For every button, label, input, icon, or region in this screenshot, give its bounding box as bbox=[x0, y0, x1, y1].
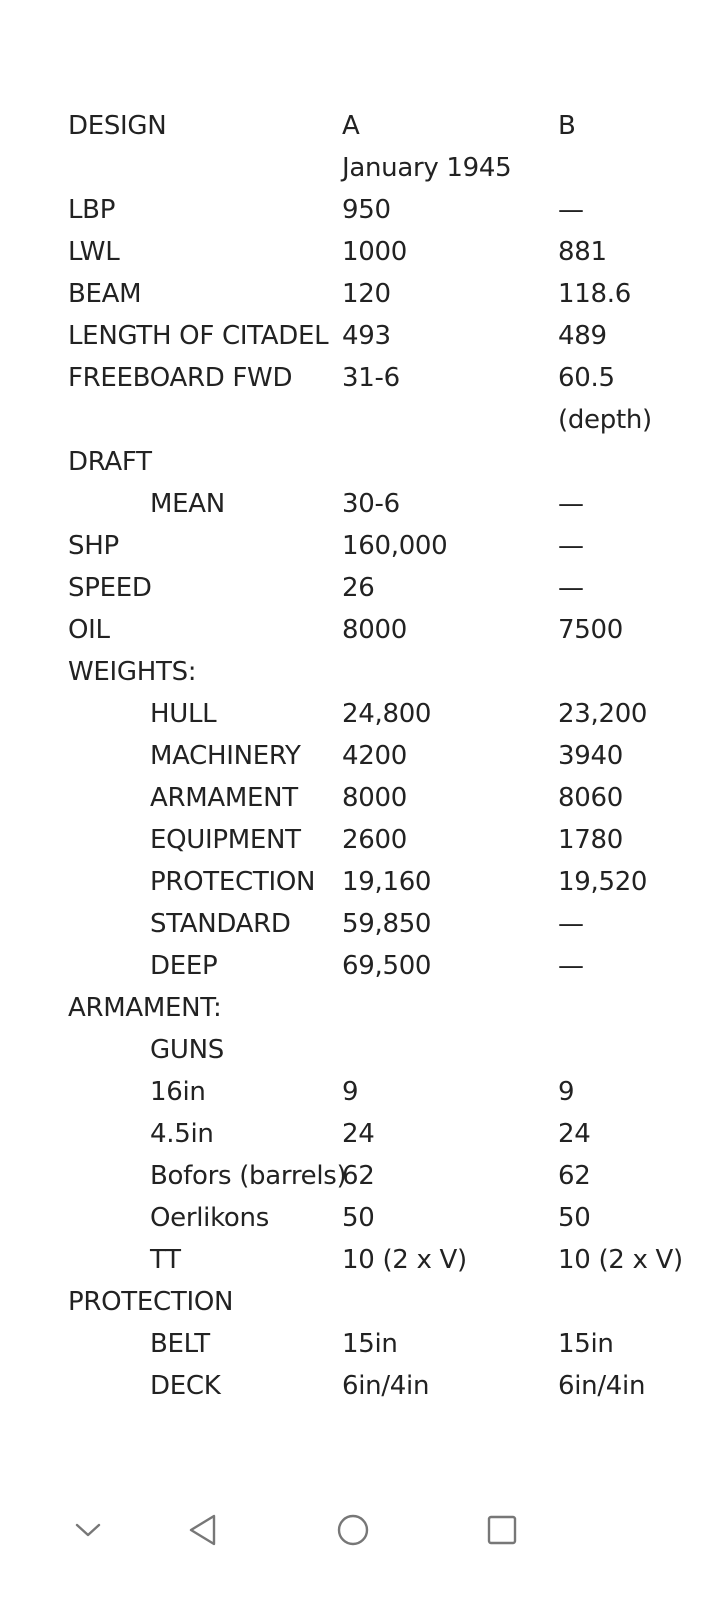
table-row bbox=[68, 357, 708, 399]
table-row bbox=[68, 903, 708, 945]
table-row bbox=[68, 189, 708, 231]
design-a-value: 1000 bbox=[342, 237, 407, 267]
table-row bbox=[68, 441, 708, 483]
navigation-bar bbox=[0, 1500, 720, 1560]
design-a-value: 15in bbox=[342, 1329, 398, 1359]
table-row bbox=[68, 861, 708, 903]
design-b-value: 15in bbox=[558, 1329, 614, 1359]
design-b-value: — bbox=[558, 951, 584, 981]
recents-button[interactable] bbox=[482, 1510, 522, 1550]
hide-navbar-button[interactable] bbox=[68, 1510, 108, 1550]
row-label: DEEP bbox=[150, 951, 218, 981]
design-a-value: 950 bbox=[342, 195, 391, 225]
table-row bbox=[68, 777, 708, 819]
recents-square-icon bbox=[485, 1513, 519, 1547]
design-a-value: 160,000 bbox=[342, 531, 448, 561]
row-label: SPEED bbox=[68, 573, 152, 603]
row-label: WEIGHTS: bbox=[68, 657, 197, 687]
design-a-value: A bbox=[342, 111, 360, 141]
table-row bbox=[68, 483, 708, 525]
design-b-value: 50 bbox=[558, 1203, 591, 1233]
table-row bbox=[68, 147, 708, 189]
row-label: LBP bbox=[68, 195, 116, 225]
design-b-value: — bbox=[558, 909, 584, 939]
design-b-value: 9 bbox=[558, 1077, 575, 1107]
home-circle-icon bbox=[335, 1512, 371, 1548]
table-row bbox=[68, 987, 708, 1029]
row-label: PROTECTION bbox=[68, 1287, 234, 1317]
row-label: BEAM bbox=[68, 279, 142, 309]
design-b-value: 23,200 bbox=[558, 699, 648, 729]
spec-table bbox=[68, 105, 708, 1407]
back-button[interactable] bbox=[182, 1510, 222, 1550]
design-a-value: 4200 bbox=[342, 741, 407, 771]
row-label: PROTECTION bbox=[150, 867, 316, 897]
design-b-value: — bbox=[558, 489, 584, 519]
row-label: DESIGN bbox=[68, 111, 167, 141]
row-label: FREEBOARD FWD bbox=[68, 363, 293, 393]
row-label: Bofors (barrels) bbox=[150, 1161, 347, 1191]
table-row bbox=[68, 1239, 708, 1281]
design-b-value: 489 bbox=[558, 321, 607, 351]
table-row bbox=[68, 1323, 708, 1365]
row-label: OIL bbox=[68, 615, 110, 645]
table-row bbox=[68, 1365, 708, 1407]
row-label: DECK bbox=[150, 1371, 221, 1401]
table-row bbox=[68, 273, 708, 315]
design-a-value: 69,500 bbox=[342, 951, 432, 981]
row-label: DRAFT bbox=[68, 447, 152, 477]
table-row bbox=[68, 525, 708, 567]
table-row bbox=[68, 1113, 708, 1155]
row-label: 4.5in bbox=[150, 1119, 214, 1149]
design-b-value: 3940 bbox=[558, 741, 623, 771]
row-label: 16in bbox=[150, 1077, 206, 1107]
row-label: HULL bbox=[150, 699, 217, 729]
design-a-value: 8000 bbox=[342, 783, 407, 813]
design-b-value: 62 bbox=[558, 1161, 591, 1191]
table-row bbox=[68, 1029, 708, 1071]
design-a-value: 31-6 bbox=[342, 363, 400, 393]
row-label: LWL bbox=[68, 237, 120, 267]
table-row bbox=[68, 1281, 708, 1323]
row-label: EQUIPMENT bbox=[150, 825, 301, 855]
row-label: SHP bbox=[68, 531, 119, 561]
design-b-value: 10 (2 x V) bbox=[558, 1245, 683, 1275]
design-a-value: 62 bbox=[342, 1161, 375, 1191]
row-label: BELT bbox=[150, 1329, 210, 1359]
design-a-value: 120 bbox=[342, 279, 391, 309]
back-triangle-icon bbox=[186, 1513, 218, 1547]
row-label: GUNS bbox=[150, 1035, 224, 1065]
chevron-down-icon bbox=[73, 1520, 103, 1540]
design-b-value: 118.6 bbox=[558, 279, 631, 309]
design-b-value: — bbox=[558, 531, 584, 561]
row-label: MEAN bbox=[150, 489, 225, 519]
design-b-value: 6in/4in bbox=[558, 1371, 646, 1401]
design-a-value: 9 bbox=[342, 1077, 359, 1107]
table-row bbox=[68, 399, 708, 441]
design-a-value: 26 bbox=[342, 573, 375, 603]
table-row bbox=[68, 105, 708, 147]
design-a-value: 59,850 bbox=[342, 909, 432, 939]
table-row bbox=[68, 609, 708, 651]
table-row bbox=[68, 651, 708, 693]
design-a-value: 30-6 bbox=[342, 489, 400, 519]
table-row bbox=[68, 735, 708, 777]
table-row bbox=[68, 1071, 708, 1113]
row-label: ARMAMENT: bbox=[68, 993, 222, 1023]
design-a-value: January 1945 bbox=[342, 153, 512, 183]
design-b-value: 7500 bbox=[558, 615, 623, 645]
table-row bbox=[68, 231, 708, 273]
design-b-value: 8060 bbox=[558, 783, 623, 813]
design-b-value: 1780 bbox=[558, 825, 623, 855]
row-label: Oerlikons bbox=[150, 1203, 269, 1233]
home-button[interactable] bbox=[333, 1510, 373, 1550]
design-b-value: 19,520 bbox=[558, 867, 648, 897]
design-a-value: 24 bbox=[342, 1119, 375, 1149]
table-row bbox=[68, 693, 708, 735]
design-b-value: — bbox=[558, 195, 584, 225]
design-a-value: 10 (2 x V) bbox=[342, 1245, 467, 1275]
row-label: TT bbox=[150, 1245, 181, 1275]
design-b-value: — bbox=[558, 573, 584, 603]
row-label: ARMAMENT bbox=[150, 783, 298, 813]
design-a-value: 2600 bbox=[342, 825, 407, 855]
design-b-value: 24 bbox=[558, 1119, 591, 1149]
row-label: MACHINERY bbox=[150, 741, 301, 771]
design-a-value: 6in/4in bbox=[342, 1371, 430, 1401]
table-row bbox=[68, 819, 708, 861]
table-row bbox=[68, 1155, 708, 1197]
design-b-value: 60.5 bbox=[558, 363, 615, 393]
table-row bbox=[68, 945, 708, 987]
design-b-value: (depth) bbox=[558, 405, 652, 435]
table-row bbox=[68, 567, 708, 609]
design-a-value: 19,160 bbox=[342, 867, 432, 897]
design-a-value: 50 bbox=[342, 1203, 375, 1233]
design-a-value: 493 bbox=[342, 321, 391, 351]
table-row bbox=[68, 315, 708, 357]
row-label: STANDARD bbox=[150, 909, 291, 939]
design-a-value: 8000 bbox=[342, 615, 407, 645]
design-a-value: 24,800 bbox=[342, 699, 432, 729]
design-b-value: 881 bbox=[558, 237, 607, 267]
row-label: LENGTH OF CITADEL bbox=[68, 321, 329, 351]
design-b-value: B bbox=[558, 111, 576, 141]
table-row bbox=[68, 1197, 708, 1239]
